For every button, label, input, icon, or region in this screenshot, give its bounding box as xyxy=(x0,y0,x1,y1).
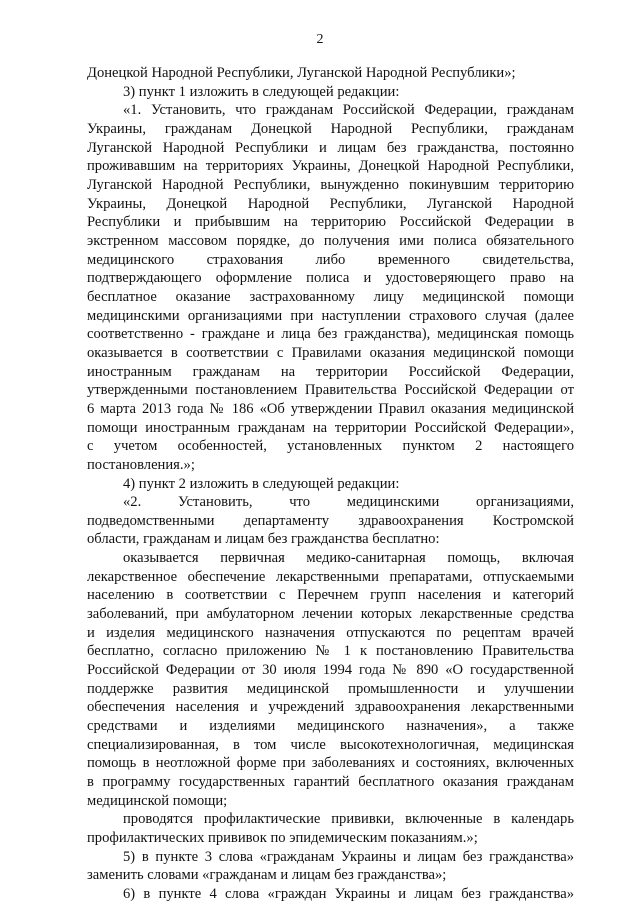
text-line: утвержденными постановлением Правительства Российской Федерации от xyxy=(87,382,574,398)
text-line: Донецкой Народной Республики, Луганской Народной Республики»; xyxy=(87,65,516,81)
text-line: медицинского страхования либо временного свидетельства, xyxy=(87,252,574,268)
text-line: средствами и изделиями медицинского назначения», а также xyxy=(87,718,574,734)
text-line: подтверждающего оформление полиса и удостоверяющего право на xyxy=(87,270,574,286)
text-line: с учетом особенностей, установленных пунктом 2 настоящего xyxy=(87,438,574,454)
text-line: Республики и прибывшим на территорию Российской Федерации в xyxy=(87,214,574,230)
text-line: экстренном массовом порядке, до получения ими полиса обязательного xyxy=(87,233,574,249)
text-line: лекарственное обеспечение лекарственными препаратами, отпускаемыми xyxy=(87,569,574,585)
text-line: заменить словами «гражданам и лицам без гражданства»; xyxy=(87,867,447,883)
text-line: помощи иностранным гражданам на территории Российской Федерации», xyxy=(87,420,574,436)
text-line: Луганской Народной Республики, вынужденно покинувшим территорию xyxy=(87,177,574,193)
text-line: в программу государственных гарантий бесплатного оказания гражданам xyxy=(87,774,574,790)
text-line: подведомственными департаменту здравоохранения Костромской xyxy=(87,513,574,529)
text-line: Украины, гражданам Донецкой Народной Республики, гражданам xyxy=(87,121,574,137)
text-line: и изделия медицинского назначения отпускаются по рецептам врачей xyxy=(87,625,574,641)
text-line: проживавшим на территориях Украины, Донецкой Народной Республики, xyxy=(87,158,574,174)
text-line: «1. Установить, что гражданам Российской Федерации, гражданам xyxy=(123,102,574,118)
text-line: соответственно - граждане и лица без гражданства), медицинская помощь xyxy=(87,326,574,342)
text-line: Российской Федерации от 30 июля 1994 года № 890 «О государственной xyxy=(87,662,574,678)
text-line: 4) пункт 2 изложить в следующей редакции: xyxy=(123,476,400,492)
text-line: иностранным гражданам на территории Российской Федерации, xyxy=(87,364,574,380)
text-line: населению в соответствии с Перечнем групп населения и категорий xyxy=(87,587,574,603)
text-line: бесплатно, согласно приложению № 1 к постановлению Правительства xyxy=(87,643,574,659)
text-line: оказывается первичная медико-санитарная помощь, включая xyxy=(123,550,574,566)
text-line: проводятся профилактические прививки, включенные в календарь xyxy=(123,811,574,827)
text-line: медицинскими организациями при наступлении страхового случая (далее xyxy=(87,308,574,324)
text-line: Луганской Народной Республики и лицам без гражданства, постоянно xyxy=(87,140,574,156)
text-line: 6 марта 2013 года № 186 «Об утверждении Правил оказания медицинской xyxy=(87,401,574,417)
text-line: медицинской помощи; xyxy=(87,793,228,809)
text-line: 5) в пункте 3 слова «гражданам Украины и лицам без гражданства» xyxy=(123,849,574,865)
text-line: обеспечения населения и учреждений здравоохранения лекарственными xyxy=(87,699,574,715)
text-line: постановления.»; xyxy=(87,457,195,473)
text-line: 3) пункт 1 изложить в следующей редакции: xyxy=(123,84,400,100)
text-line: области, гражданам и лицам без гражданства бесплатно: xyxy=(87,531,440,547)
text-line: специализированная, в том числе высокотехнологичная, медицинская xyxy=(87,737,574,753)
text-line: поддержке развития медицинской промышленности и улучшении xyxy=(87,681,574,697)
text-line: профилактических прививок по эпидемическим показаниям.»; xyxy=(87,830,478,846)
text-line: оказывается в соответствии с Правилами оказания медицинской помощи xyxy=(87,345,574,361)
text-line: помощь в неотложной форме при заболеваниях и состояниях, включенных xyxy=(87,755,574,771)
text-line: заболеваний, при амбулаторном лечении которых лекарственные средства xyxy=(87,606,574,622)
text-line: бесплатное оказание застрахованному лицу медицинской помощи xyxy=(87,289,574,305)
text-line: «2. Установить, что медицинскими организациями, xyxy=(123,494,574,510)
text-line: 6) в пункте 4 слова «граждан Украины и лицам без гражданства» xyxy=(123,886,574,902)
page-number: 2 xyxy=(316,32,324,47)
text-line: Украины, Донецкой Народной Республики, Луганской Народной xyxy=(87,196,574,212)
